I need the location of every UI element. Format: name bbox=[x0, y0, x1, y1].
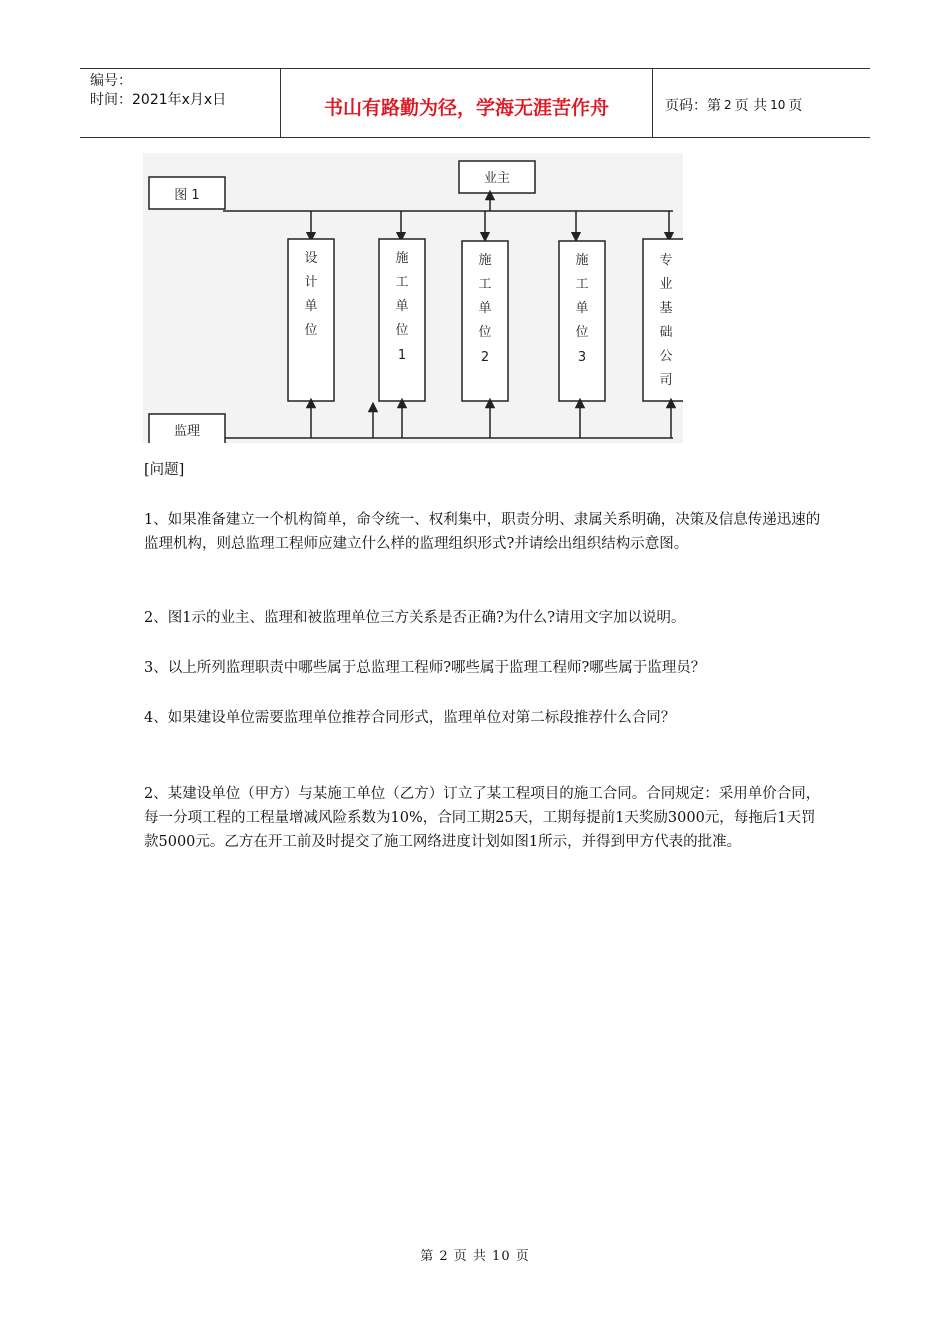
svg-text:位: 位 bbox=[478, 325, 492, 340]
svg-text:工: 工 bbox=[478, 277, 492, 292]
svg-text:1: 1 bbox=[397, 348, 407, 363]
svg-text:施: 施 bbox=[478, 253, 492, 268]
svg-text:单: 单 bbox=[395, 299, 409, 314]
svg-text:司: 司 bbox=[659, 373, 673, 388]
question-1: 1、如果准备建立一个机构简单，命令统一、权利集中，职责分明、隶属关系明确，决策及信息传递迅速的监理机构，则总监理工程师应建立什么样的监理组织形式?并请绘出组织结构示意图。 bbox=[144, 512, 821, 552]
svg-text:业: 业 bbox=[659, 277, 673, 292]
question-3: 3、以上所列监理职责中哪些属于总监理工程师?哪些属于监理工程师?哪些属于监理员？ bbox=[144, 660, 706, 676]
page-suffix: 页 bbox=[788, 98, 803, 114]
header-page-number bbox=[653, 69, 870, 137]
question-heading: [问题] bbox=[144, 462, 185, 478]
svg-text:基: 基 bbox=[659, 301, 673, 316]
svg-text:单: 单 bbox=[304, 299, 318, 314]
header-meta bbox=[80, 69, 281, 137]
document-time: 时间：2021年x月x日 bbox=[90, 92, 227, 108]
page-footer: 第 2 页 共 10 页 bbox=[420, 1249, 530, 1264]
svg-text:施: 施 bbox=[395, 251, 409, 266]
svg-text:计: 计 bbox=[304, 275, 318, 290]
svg-text:工: 工 bbox=[395, 275, 409, 290]
svg-text:工: 工 bbox=[575, 277, 589, 292]
org-relation-figure bbox=[143, 153, 683, 443]
document-number-label: 编号： bbox=[90, 73, 132, 89]
owner-label: 业主 bbox=[483, 171, 511, 186]
page-header bbox=[80, 68, 870, 138]
page-mid: 页 共 bbox=[734, 98, 768, 114]
svg-text:位: 位 bbox=[575, 325, 589, 340]
svg-text:础: 础 bbox=[659, 325, 673, 340]
figure-label: 图 1 bbox=[174, 188, 200, 203]
question-2: 2、图1示的业主、监理和被监理单位三方关系是否正确?为什么?请用文字加以说明。 bbox=[144, 610, 686, 626]
svg-text:2: 2 bbox=[480, 350, 490, 365]
page-prefix: 页码：第 bbox=[665, 98, 721, 114]
page-current: 2 bbox=[724, 98, 732, 112]
supervisor-label: 监理 bbox=[173, 424, 201, 439]
svg-text:公: 公 bbox=[659, 349, 673, 364]
question-4: 4、如果建设单位需要监理单位推荐合同形式，监理单位对第二标段推荐什么合同？ bbox=[144, 710, 676, 726]
svg-text:设: 设 bbox=[304, 251, 318, 266]
org-diagram bbox=[143, 153, 683, 443]
page-total: 10 bbox=[770, 98, 786, 112]
case-2-paragraph: 2、某建设单位（甲方）与某施工单位（乙方）订立了某工程项目的施工合同。合同规定：采用单价合同，每一分项工程的工程量增减风险系数为10%，合同工期25天，工期每提前1天奖励3000元，每拖后1天罚款5000元。乙方在开工前及时提交了施工网络进度计划如图1所示，并得到甲方代表的批准。 bbox=[144, 786, 821, 850]
header-motto: 书山有路勤为径，学海无涯苦作舟 bbox=[281, 69, 653, 137]
svg-text:施: 施 bbox=[575, 253, 589, 268]
svg-text:单: 单 bbox=[478, 301, 492, 316]
svg-text:3: 3 bbox=[577, 350, 587, 365]
svg-text:位: 位 bbox=[304, 323, 318, 338]
svg-text:单: 单 bbox=[575, 301, 589, 316]
svg-text:专: 专 bbox=[659, 253, 673, 268]
svg-text:位: 位 bbox=[395, 323, 409, 338]
